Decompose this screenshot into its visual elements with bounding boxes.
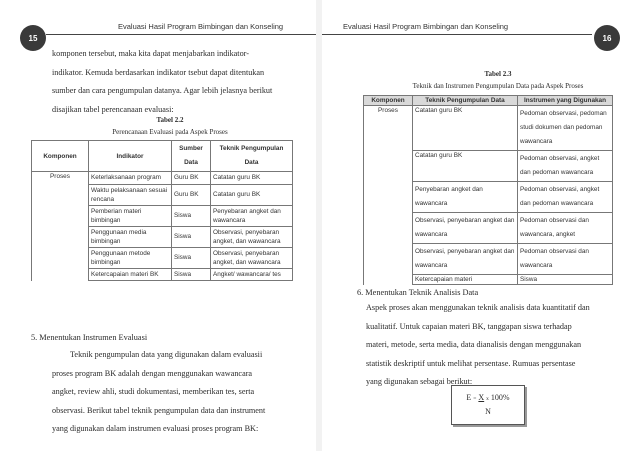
header-cell: Teknik Pengumpulan Data (413, 96, 518, 106)
header-cell: Komponen (364, 96, 413, 106)
cell: Waktu pelaksanaan sesuai rencana (89, 184, 172, 205)
header-cell: Sumber Data (172, 141, 211, 172)
page-gutter (316, 0, 322, 451)
text-line: kualitatif. Untuk capaian materi BK, tanggapan siswa terhadap (366, 321, 572, 331)
formula-times: x (486, 396, 489, 402)
text-line: Aspek proses akan menggunakan teknik analisis data kuantitatif dan (366, 303, 590, 312)
cell: Pemberian materi bimbingan (89, 205, 172, 226)
text-line: materi, metode, serta media, data dianalisis dengan menggunakan (366, 340, 582, 349)
text-line: Teknik pengumpulan data yang digunakan dalam evaluasii (70, 350, 263, 359)
cell: Pedoman observasi, pedoman studi dokumen dan pedoman wawancara (518, 106, 613, 151)
header-cell: Instrumen yang Digunakan (518, 96, 613, 106)
section-6-paragraph (366, 299, 616, 392)
cell: Observasi, penyebaran angket, dan wawancara (211, 226, 293, 247)
text-line: angket, review ahli, studi dokumentasi, memberikan tes, serta (52, 387, 255, 396)
cell: Pedoman observasi dan wawancara, angket (518, 213, 613, 244)
text-line: statistik deskriptif untuk melihat persentase. Rumuas persentase (366, 358, 576, 368)
cell: Catatan guru BK (413, 151, 518, 182)
header-cell: Teknik Pengumpulan Data (211, 141, 293, 172)
cell: Siswa (172, 247, 211, 268)
formula-equals: = (473, 396, 477, 402)
table-title: Tabel 2.2 (156, 116, 184, 124)
text-line: observasi. Berikut tabel teknik pengumpulan data dan instrument (52, 405, 266, 415)
header-rule (322, 34, 592, 35)
table-caption (383, 68, 613, 92)
text-line: yang digunakan dalam instrumen evaluasi proses program BK: (52, 424, 259, 433)
table-caption (60, 114, 280, 138)
cell: Penyebaran angket dan wawancara (211, 205, 293, 226)
page-number-badge (20, 25, 46, 51)
section-6-heading: 6. Menentukan Teknik Analisis Data (357, 288, 479, 297)
data-collection-table (363, 95, 613, 285)
component-cell: Proses (364, 106, 413, 285)
cell: Observasi, penyebaran angket, dan wawancara (211, 247, 293, 268)
text-line: yang digunakan sebagai berikut: (366, 377, 473, 386)
cell: Observasi, penyebaran angket dan wawancara (413, 244, 518, 275)
cell: Pedoman observasi, angket dan pedoman wawancara (518, 182, 613, 213)
cell: Siswa (518, 275, 613, 285)
cell: Catatan guru BK (211, 172, 293, 185)
header-cell: Indikator (89, 141, 172, 172)
cell: Catatan guru BK (413, 106, 518, 151)
table-header-row (364, 96, 613, 106)
cell: Penggunaan media bimbingan (89, 226, 172, 247)
text-line: indikator. Kemuda berdasarkan indikator tsebut dapat ditentukan (52, 67, 265, 77)
component-cell: Proses (32, 172, 89, 281)
header-cell: Komponen (32, 141, 89, 172)
cell: Siswa (172, 205, 211, 226)
text-line: proses program BK adalah dengan menggunakan wawancara (52, 368, 253, 378)
table-header-row (32, 141, 293, 172)
cell: Guru BK (172, 172, 211, 185)
section-5-heading: 5. Menentukan Instrumen Evaluasi (31, 333, 148, 342)
cell: Angket/ wawancara/ tes (211, 268, 293, 281)
page-number: 15 (28, 33, 38, 43)
table-row (32, 172, 293, 185)
running-header: Evaluasi Hasil Program Bimbingan dan Konseling (118, 22, 284, 31)
header-rule (46, 34, 316, 35)
cell: Ketercapaian materi BK (89, 268, 172, 281)
cell: Penggunaan metode bimbingan (89, 247, 172, 268)
page-number: 16 (602, 33, 612, 43)
section-5-paragraph (52, 346, 300, 439)
cell: Pedoman observasi, angket dan pedoman wawancara (518, 151, 613, 182)
table-subtitle: Perencanaan Evaluasi pada Aspek Proses (112, 128, 228, 136)
cell: Pedoman observasi dan wawancara (518, 244, 613, 275)
page-number-badge (594, 25, 620, 51)
table-subtitle: Teknik dan Instrumen Pengumpulan Data pada Aspek Proses (412, 82, 584, 90)
formula-rhs: 100% (490, 393, 510, 402)
table-title: Tabel 2.3 (484, 70, 512, 78)
text-line: sumber dan cara pengumpulan datanya. Agar lebih jelasnya berikut (52, 86, 273, 95)
formula-lhs: E (466, 393, 472, 402)
cell: Observasi, penyebaran angket dan wawancara (413, 213, 518, 244)
cell: Keterlaksanaan program (89, 172, 172, 185)
running-header: Evaluasi Hasil Program Bimbingan dan Konseling (343, 22, 509, 31)
formula-denominator: N (485, 407, 491, 416)
cell: Ketercapaian materi (413, 275, 518, 285)
evaluation-plan-table (31, 140, 293, 281)
text-line: komponen tersebut, maka kita dapat menjabarkan indikator- (52, 49, 249, 58)
table-row (364, 106, 613, 151)
text-line: disajikan tabel perencanaan evaluasi: (52, 104, 174, 114)
cell: Siswa (172, 268, 211, 281)
intro-paragraph (52, 45, 300, 119)
cell: Siswa (172, 226, 211, 247)
formula-numerator: X (478, 393, 485, 402)
cell: Guru BK (172, 184, 211, 205)
percentage-formula-box (451, 385, 525, 425)
cell: Catatan guru BK (211, 184, 293, 205)
cell: Penyebaran angket dan wawancara (413, 182, 518, 213)
